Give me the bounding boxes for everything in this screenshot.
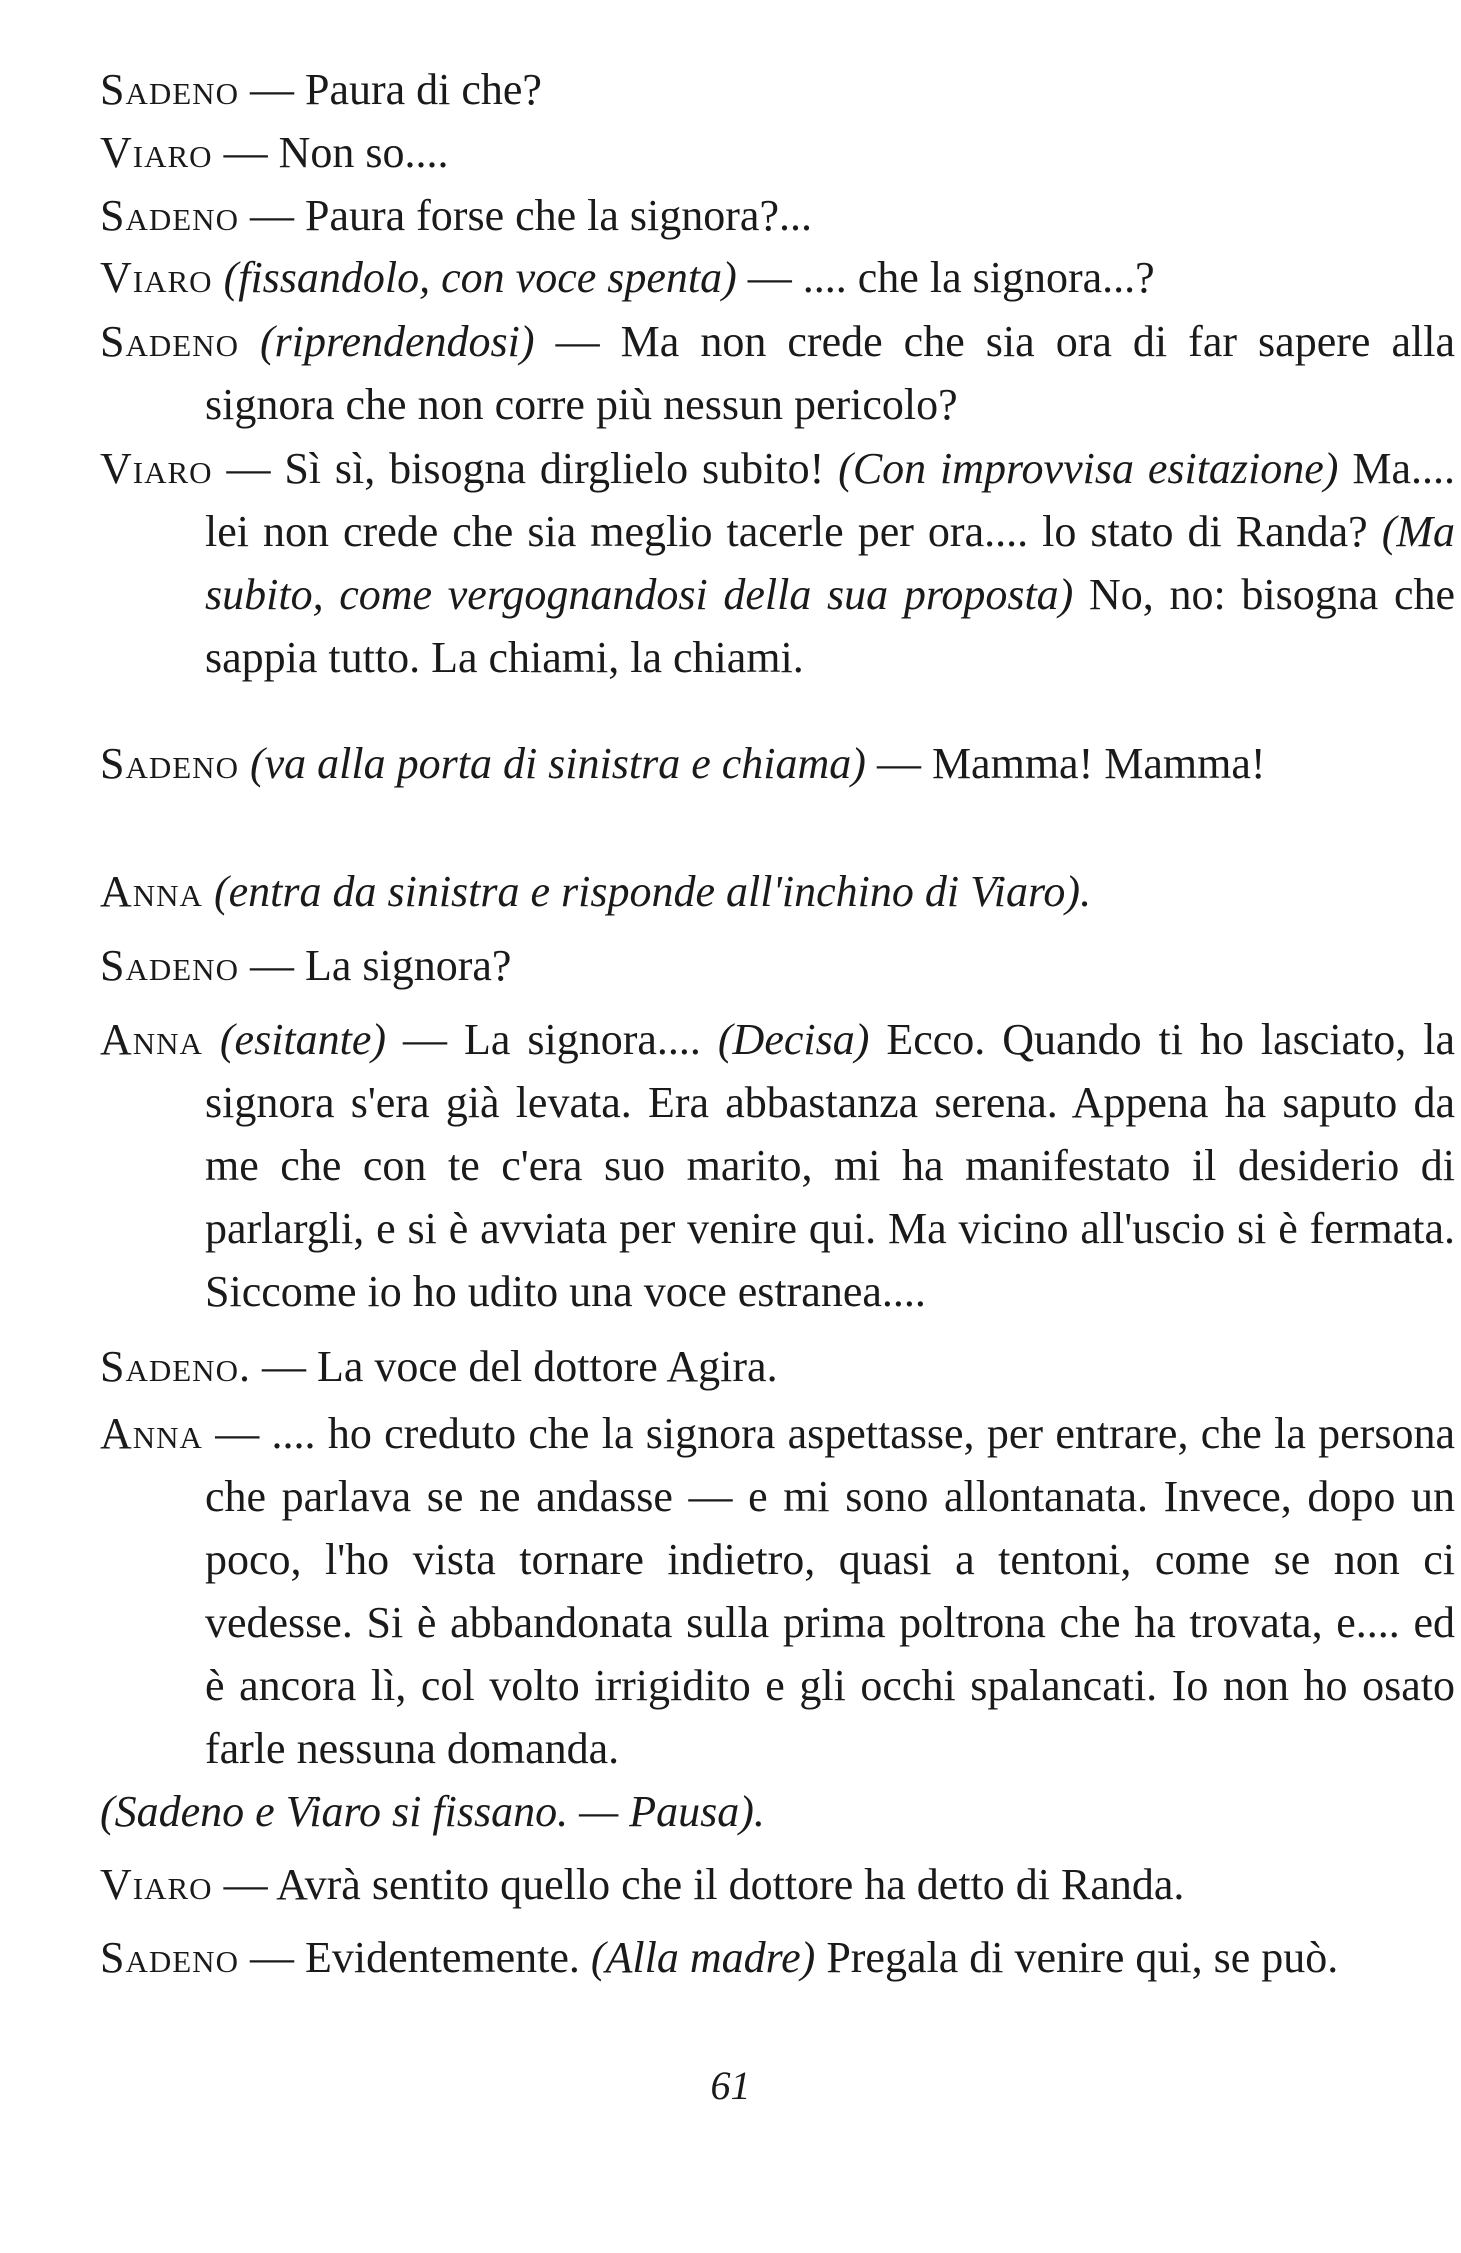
dialogue-line [100,437,1455,689]
dialogue-line [100,310,1455,436]
speaker-name: Anna [100,1015,203,1064]
speech-text: — Avrà sentito quello che il dottore ha detto di Randa. [212,1860,1185,1909]
stage-direction: (Alla madre) [590,1933,816,1982]
speech-text: — Evidentemente. [238,1933,591,1982]
speech-text: — Mamma! Mamma! [865,739,1266,788]
speaker-name: Sadeno [100,191,239,240]
dialogue-line [100,58,1455,121]
speech-text: — .... che la signora...? [736,253,1155,302]
speech-text: — Ma non crede che sia ora di far sapere alla signora che non corre più nessun pericolo? [205,317,1455,429]
dialogue-line [100,934,1455,997]
stage-direction: (Decisa) [717,1015,870,1064]
stage-direction: (entra da sinistra e risponde all'inchino di Viaro). [202,867,1092,916]
dialogue-line [100,1853,1455,1916]
speaker-name: Viaro [100,1860,213,1909]
dialogue-line [100,1926,1455,1989]
stage-direction: (riprendendosi) [238,317,535,366]
dialogue-line [100,860,1455,923]
page-number: 61 [710,2063,751,2108]
speaker-name: Sadeno [100,65,239,114]
dialogue-line [100,246,1455,309]
speaker-name: Sadeno. [100,1342,251,1391]
stage-direction: (va alla porta di sinistra e chiama) [238,739,866,788]
stage-direction: (Ma subito, come vergognandosi della sua proposta) [205,507,1455,619]
speaker-name: Anna [100,1409,203,1458]
speaker-name: Viaro [100,128,213,177]
speech-text: Pregala di venire qui, se può. [815,1933,1339,1982]
dialogue-line [100,121,1455,184]
speech-text: No, no: bisogna che sappia tutto. La chiami, la chiami. [205,570,1455,682]
speaker-name: Sadeno [100,1933,239,1982]
speech-text: — Sì sì, bisogna dirglielo subito! [212,444,839,493]
speaker-name: Sadeno [100,941,239,990]
speech-text: — La voce del dottore Agira. [250,1342,778,1391]
speaker-name: Sadeno [100,317,239,366]
speaker-name: Anna [100,867,203,916]
speech-text: Ecco. Quando ti ho lasciato, la signora s'era già levata. Era abbastanza serena. Appena ha saputo da me che con te c'era suo marito, mi ha manifestato il desiderio di parlargli, e si è avviata per venire qui. Ma vicino all'uscio si è fermata. Siccome io ho udito una voce estranea.... [205,1015,1456,1316]
speech-text: — La signora? [238,941,512,990]
dialogue-line [100,732,1455,795]
speaker-name: Sadeno [100,739,239,788]
dialogue-line [100,184,1455,247]
dialogue-line [100,1335,1455,1398]
speech-text: — Non so.... [212,128,449,177]
stage-direction-line [100,1780,1455,1843]
speech-text: — Paura di che? [238,65,542,114]
speaker-name: Viaro [100,444,213,493]
speech-text: — .... ho creduto che la signora aspettasse, per entrare, che la persona che parlava se ne andasse — e mi sono allontanata. Invece, dopo un poco, l'ho vista tornare indietro, quasi a tentoni, come se non ci vedesse. Si è abbandonata sulla prima poltrona che ha trovata, e.... ed è ancora lì, col volto irrigidito e gli occhi spalancati. Io non ho osato farle nessuna domanda. [202,1409,1455,1773]
dialogue-line [100,1008,1455,1323]
stage-direction: (Con improvvisa esitazione) [838,444,1339,493]
stage-direction: (esitante) [202,1015,387,1064]
stage-direction: (fissandolo, con voce spenta) [212,253,737,302]
dialogue-line [100,1402,1455,1780]
speech-text: Ma.... lei non crede che sia meglio tacerle per ora.... lo stato di Randa? [205,444,1456,556]
speech-text: — La signora.... [386,1015,718,1064]
stage-direction: (Sadeno e Viaro si fissano. — Pausa). [100,1787,765,1836]
speech-text: — Paura forse che la signora?... [238,191,812,240]
speaker-name: Viaro [100,253,213,302]
